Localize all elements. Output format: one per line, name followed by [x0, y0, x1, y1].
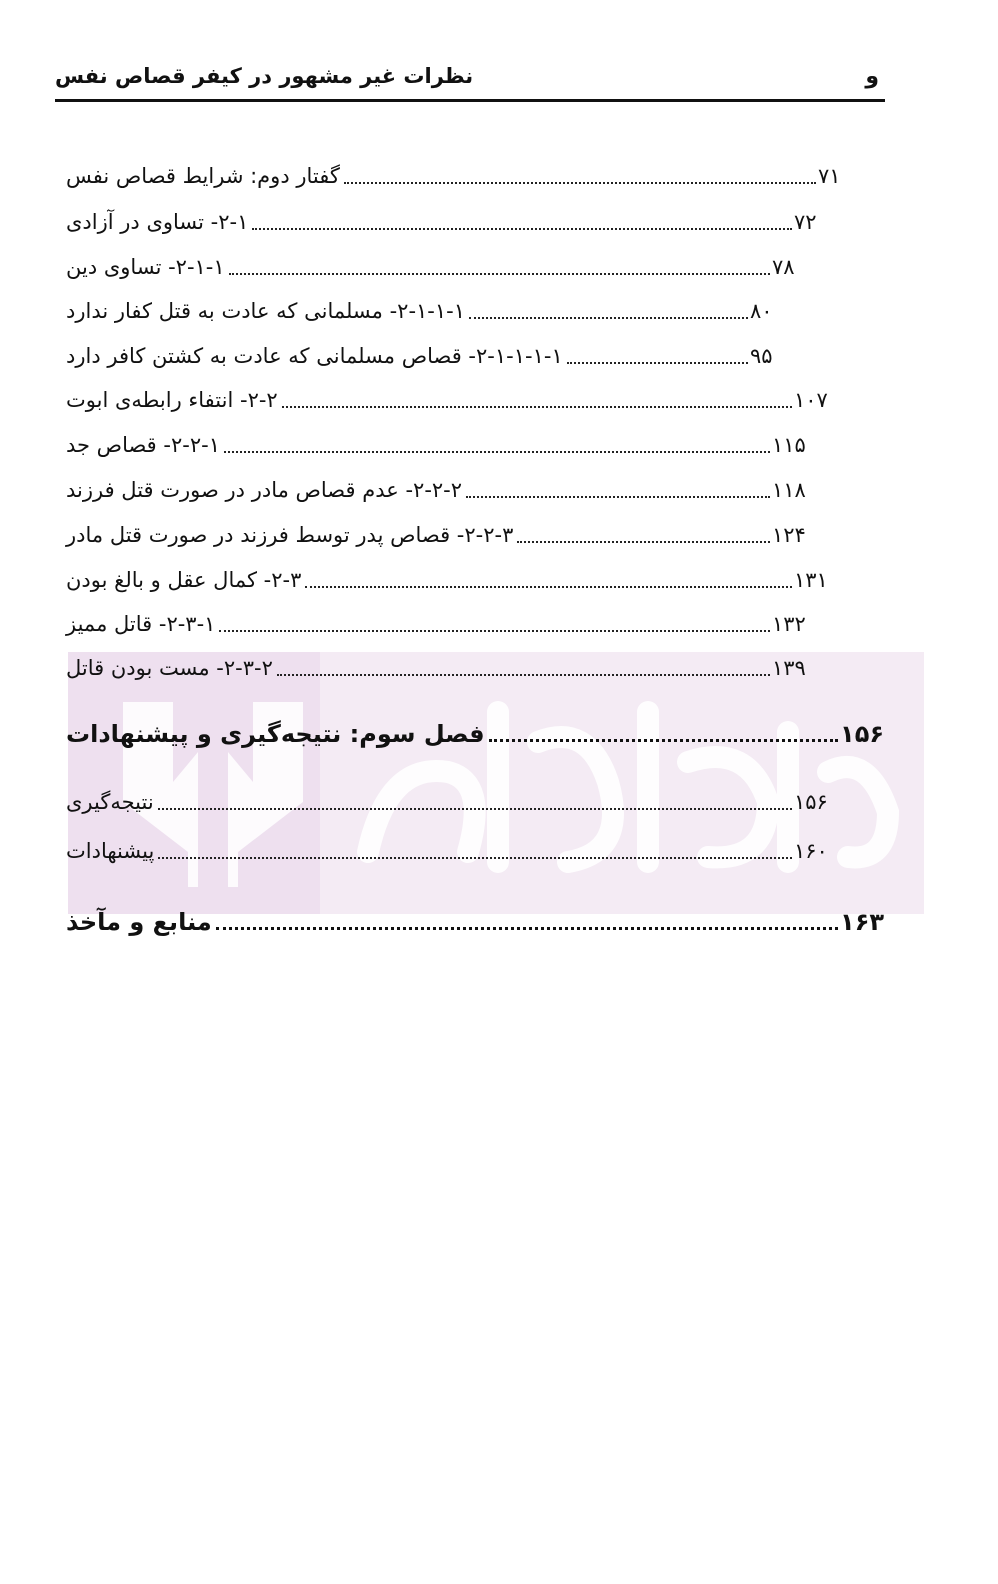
toc-entry-label: ۲-۱- تساوی در آزادی — [66, 210, 249, 234]
toc-entry-label: ۲-۱-۱-۱-۱- قصاص مسلمانی که عادت به کشتن کافر دارد — [66, 344, 563, 368]
toc-entry-page: ۱۳۹ — [772, 656, 806, 680]
toc-entry-label: گفتار دوم: شرایط قصاص نفس — [66, 164, 340, 188]
toc-chapter-entry[interactable] — [62, 716, 884, 752]
toc-entry[interactable] — [62, 382, 834, 418]
dot-leader — [567, 362, 748, 364]
toc-chapter-entry[interactable] — [62, 904, 884, 940]
dot-leader — [489, 739, 838, 742]
dot-leader — [469, 317, 748, 319]
toc-entry-page: ۷۸ — [772, 255, 795, 279]
toc-entry[interactable] — [62, 833, 834, 869]
dot-leader — [517, 541, 770, 543]
toc-entry[interactable] — [62, 427, 812, 463]
toc-entry-page: ۷۲ — [794, 210, 817, 234]
toc-entry-page: ۱۶۰ — [794, 839, 828, 863]
dot-leader — [466, 496, 770, 498]
toc-entry-label: ۲-۲-۲- عدم قصاص مادر در صورت قتل فرزند — [66, 478, 463, 502]
toc-entry-label: پیشنهادات — [66, 839, 155, 863]
toc-entry-page: ۹۵ — [750, 344, 773, 368]
dot-leader — [219, 630, 770, 632]
toc-entry-label: منابع و مآخذ — [66, 908, 212, 936]
dot-leader — [277, 674, 770, 676]
toc-entry-page: ۱۱۸ — [772, 478, 806, 502]
toc-entry[interactable] — [62, 293, 790, 329]
toc-entry-label: ۲-۱-۱- تساوی دین — [66, 255, 225, 279]
toc-entry[interactable] — [62, 204, 834, 240]
toc-entry[interactable] — [62, 606, 812, 642]
dot-leader — [158, 857, 792, 859]
toc-entry-page: ۱۱۵ — [772, 433, 806, 457]
toc-entry[interactable] — [62, 249, 812, 285]
toc-entry-page: ۱۵۶ — [840, 720, 884, 748]
dot-leader — [216, 927, 838, 930]
page-number-letter: و — [865, 64, 879, 89]
toc-entry-label: فصل سوم: نتیجه‌گیری و پیشنهادات — [66, 720, 485, 748]
dot-leader — [158, 808, 792, 810]
toc-entry-page: ۱۲۴ — [772, 523, 806, 547]
toc-entry-label: ۲-۲-۱- قصاص جد — [66, 433, 220, 457]
dot-leader — [229, 273, 770, 275]
dot-leader — [224, 451, 770, 453]
toc-entry-label: ۲-۳- کمال عقل و بالغ بودن — [66, 568, 302, 592]
toc-entry-page: ۱۳۲ — [772, 612, 806, 636]
toc-entry-page: ۱۶۳ — [840, 908, 884, 936]
toc-entry[interactable] — [62, 517, 812, 553]
toc-entry-page: ۱۳۱ — [794, 568, 828, 592]
dot-leader — [344, 182, 816, 184]
toc-entry-page: ۸۰ — [750, 299, 773, 323]
dot-leader — [252, 228, 792, 230]
toc-entry-page: ۷۱ — [818, 164, 841, 188]
toc-entry-label: ۲-۱-۱-۱- مسلمانی که عادت به قتل کفار ندارد — [66, 299, 466, 323]
toc-entry-page: ۱۵۶ — [794, 790, 828, 814]
dot-leader — [305, 586, 792, 588]
dot-leader — [282, 406, 792, 408]
toc-entry-label: ۲-۳-۱- قاتل ممیز — [66, 612, 216, 636]
toc-entry-label: نتیجه‌گیری — [66, 790, 154, 814]
toc-entry[interactable] — [62, 158, 858, 194]
toc-entry-label: ۲-۲-۳- قصاص پدر توسط فرزند در صورت قتل مادر — [66, 523, 514, 547]
toc-entry[interactable] — [62, 784, 834, 820]
toc-entry[interactable] — [62, 650, 812, 686]
toc-entry-label: ۲-۳-۲- مست بودن قاتل — [66, 656, 273, 680]
toc-entry[interactable] — [62, 472, 812, 508]
book-title: نظرات غیر مشهور در کیفر قصاص نفس — [55, 64, 474, 88]
toc-entry-page: ۱۰۷ — [794, 388, 828, 412]
toc-entry[interactable] — [62, 338, 790, 374]
toc-entry[interactable] — [62, 562, 834, 598]
toc-entry-label: ۲-۲- انتفاء رابطه‌ی ابوت — [66, 388, 278, 412]
